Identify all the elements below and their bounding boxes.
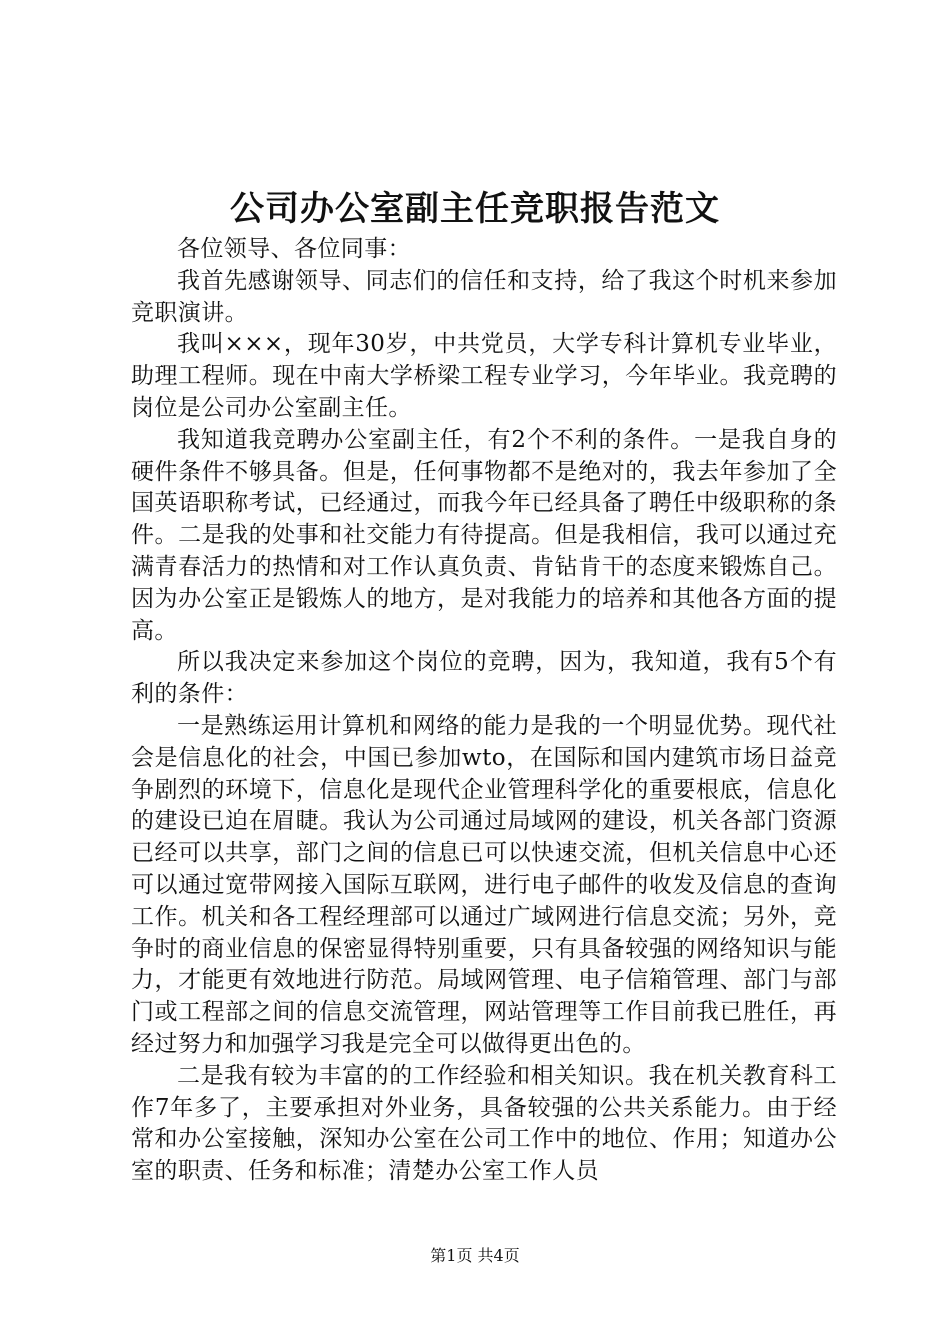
paragraph-salutation: 各位领导、各位同事： xyxy=(177,236,411,262)
paragraph-disadvantages: 我知道我竞聘办公室副主任，有2个不利的条件。一是我自身的硬件条件不够具备。但是，任何事物都不是绝对的，我去年参加了全国英语职称考试，已经通过，而我今年已经具备了聘任中级职称的条件。二是我的处事和社交能力有待提高。但是我相信，我可以通过充满青春活力的热情和对工作认真负责、肯钻肯干的态度来锻炼自己。因为办公室正是锻炼人的地方，是对我能力的培养和其他各方面的提高。 xyxy=(131,426,837,644)
paragraph-decision: 所以我决定来参加这个岗位的竞聘，因为，我知道，我有5个有利的条件： xyxy=(131,649,837,708)
document-body xyxy=(131,234,837,1188)
page-footer xyxy=(0,1244,950,1268)
paragraph-self-intro: 我叫×××，现年30岁，中共党员，大学专科计算机专业毕业，助理工程师。现在中南大学桥梁工程专业学习，今年毕业。我竞聘的岗位是公司办公室副主任。 xyxy=(131,331,837,421)
page-number: 第1页 xyxy=(430,1246,473,1265)
page-total: 共4页 xyxy=(477,1246,520,1265)
paragraph-advantage-two: 二是我有较为丰富的的工作经验和相关知识。我在机关教育科工作7年多了，主要承担对外业务，具备较强的公共关系能力。由于经常和办公室接触，深知办公室在公司工作中的地位、作用；知道办公室的职责、任务和标准；清楚办公室工作人员 xyxy=(131,1062,837,1185)
paragraph-thanks: 我首先感谢领导、同志们的信任和支持，给了我这个时机来参加竞职演讲。 xyxy=(131,267,837,326)
paragraph-advantage-one: 一是熟练运用计算机和网络的能力是我的一个明显优势。现代社会是信息化的社会，中国已参加wto，在国际和国内建筑市场日益竞争剧烈的环境下，信息化是现代企业管理科学化的重要根底，信息化的建设已迫在眉睫。我认为公司通过局域网的建设，机关各部门资源已经可以共享，部门之间的信息已可以快速交流，但机关信息中心还可以通过宽带网接入国际互联网，进行电子邮件的收发及信息的查询工作。机关和各工程经理部可以通过广域网进行信息交流；另外，竞争时的商业信息的保密显得特别重要，只有具备较强的网络知识与能力，才能更有效地进行防范。局域网管理、电子信箱管理、部门与部门或工程部之间的信息交流管理，网站管理等工作目前我已胜任，再经过努力和加强学习我是完全可以做得更出色的。 xyxy=(131,712,837,1057)
document-title: 公司办公室副主任竞职报告范文 xyxy=(230,189,720,229)
